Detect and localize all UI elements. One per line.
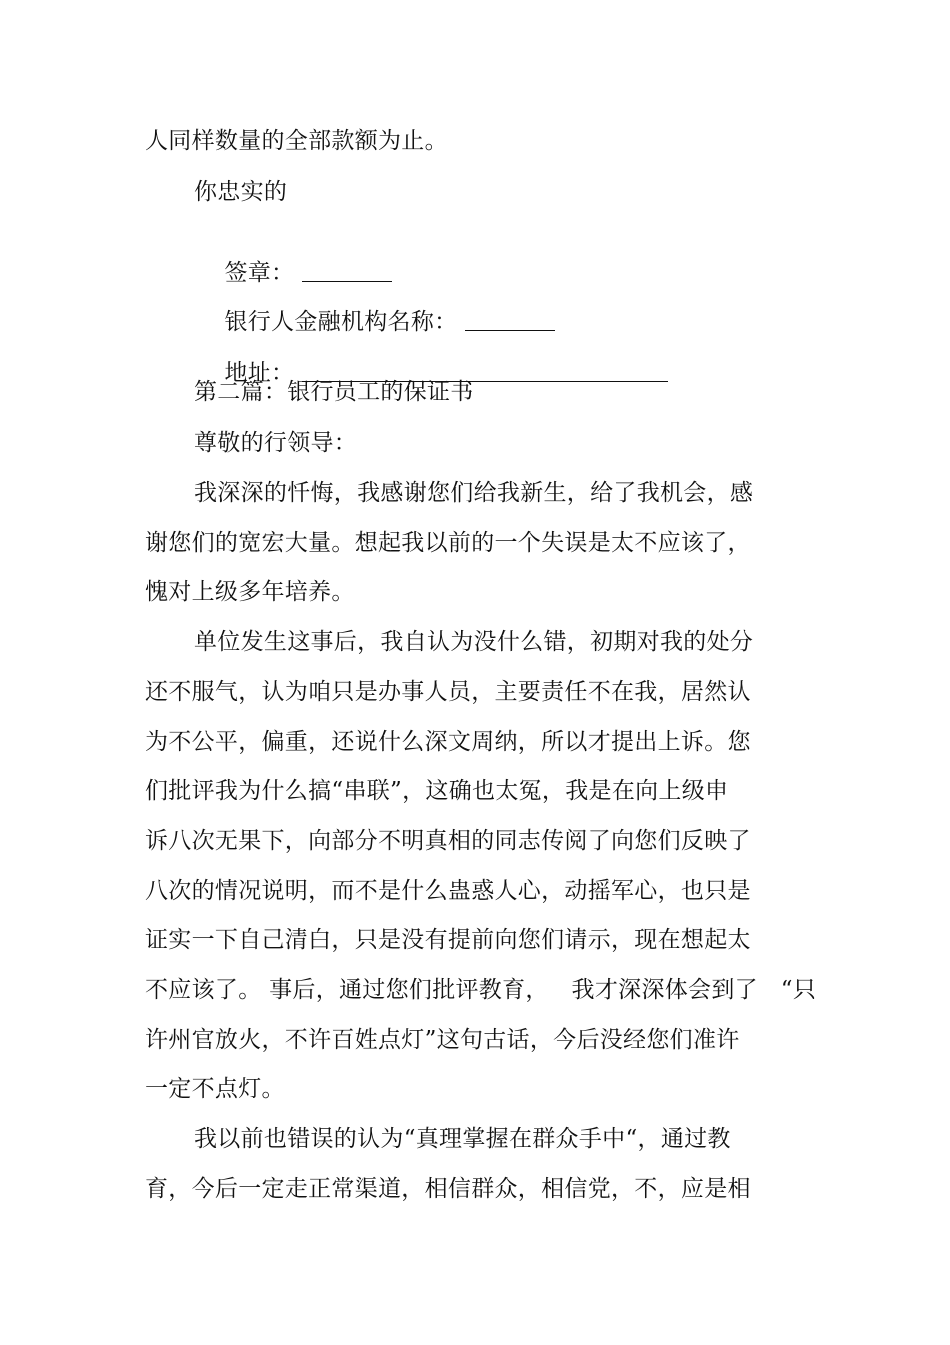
paragraph-line: 一定不点灯。 [145,1076,285,1102]
paragraph-line: 我以前也错误的认为“真理掌握在群众手中“，通过教 [194,1126,731,1152]
paragraph-line: 八次的情况说明，而不是什么蛊惑人心，动摇军心，也只是 [145,878,751,904]
paragraph-line: 我深深的忏悔，我感谢您们给我新生，给了我机会，感 [194,480,754,506]
paragraph-line: 证实一下自己清白，只是没有提前向您们请示，现在想起太 [145,927,751,953]
paragraph-line: 还不服气，认为咱只是办事人员，主要责任不在我，居然认 [145,679,751,705]
paragraph-line: 许州官放火，不许百姓点灯”这句古话，今后没经您们准许 [145,1027,740,1053]
paragraph-line: 为不公平，偏重，还说什么深文周纳，所以才提出上诉。您 [145,729,751,755]
paragraph-line: 愧对上级多年培养。 [145,579,355,605]
continuation-line: 人同样数量的全部款额为止。 [145,128,448,154]
salutation: 尊敬的行领导： [194,430,358,456]
signature-label: 签章： [224,260,295,286]
paragraph-line: 不应该了。 事后，通过您们批评教育， 我才深深体会到了 “只 [145,977,817,1003]
paragraph-line: 们批评我为什么搞“串联”，这确也太冤，我是在向上级申 [145,778,729,804]
paragraph-line: 育，今后一定走正常渠道，相信群众，相信党，不，应是相 [145,1176,751,1202]
paragraph-line: 谢您们的宽宏大量。想起我以前的一个失误是太不应该了， [145,530,751,556]
paragraph-line: 诉八次无果下，向部分不明真相的同志传阅了向您们反映了 [145,828,751,854]
bank-name-label: 银行人金融机构名称： [224,309,458,335]
paragraph-line: 单位发生这事后，我自认为没什么错，初期对我的处分 [194,629,754,655]
section-title: 第二篇：银行员工的保证书 [194,379,474,405]
address-label: 地址： [224,360,295,386]
closing-line: 你忠实的 [194,179,288,205]
